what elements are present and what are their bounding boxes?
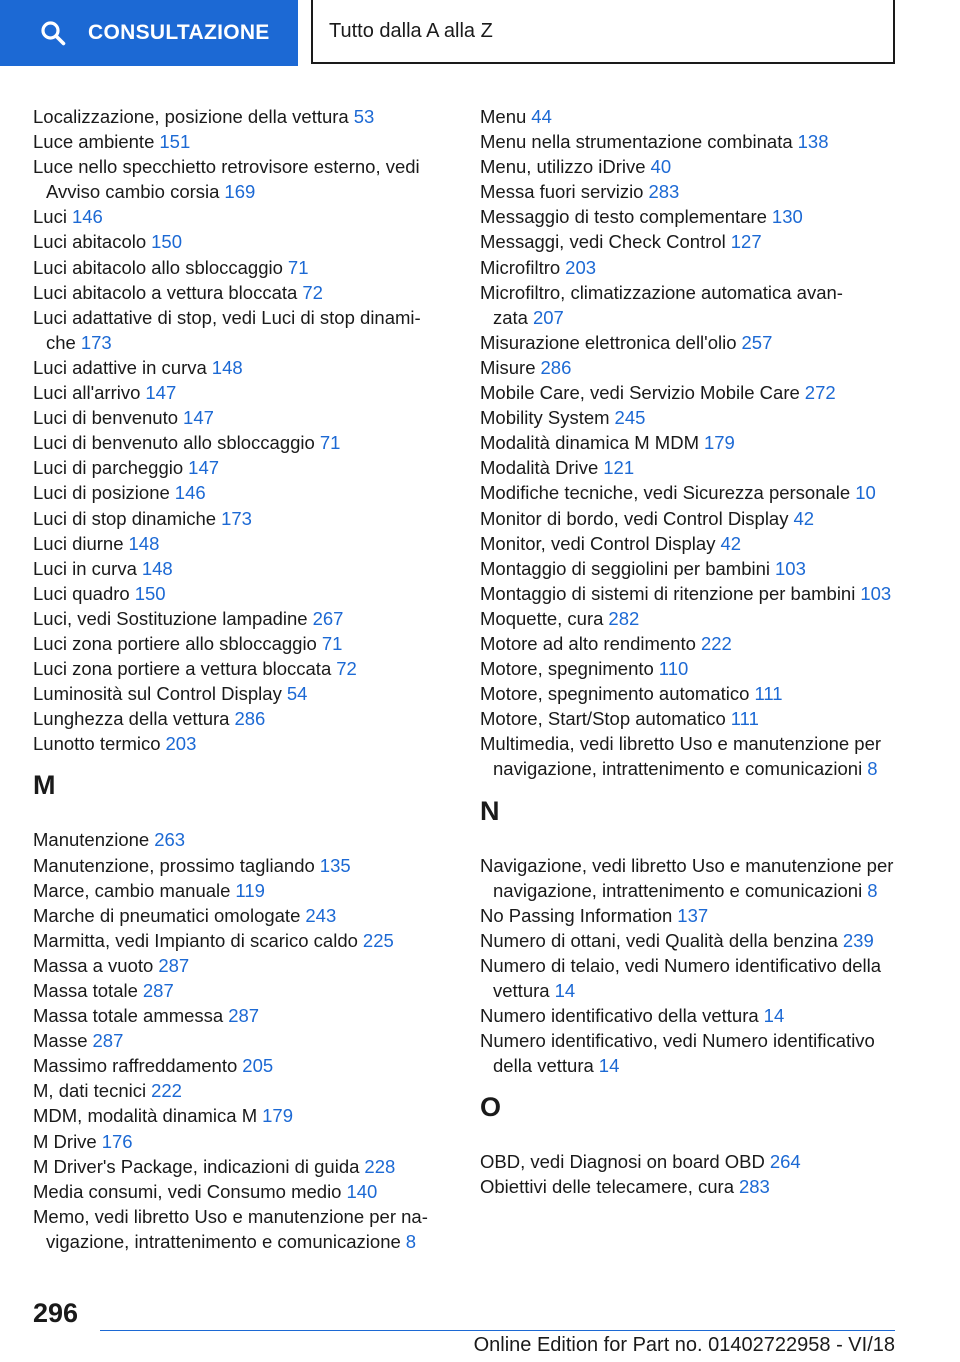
index-entry-text: Massa totale	[33, 980, 138, 1001]
page-reference-link[interactable]: 264	[769, 1151, 801, 1173]
index-entry	[33, 1053, 448, 1078]
index-entry-text: Motore ad alto rendimento	[480, 632, 696, 654]
index-entry-text: Mobile Care, vedi Servizio Mobile Care	[480, 382, 800, 404]
index-entry	[480, 1174, 900, 1199]
index-entry	[480, 531, 900, 556]
index-entry-text: Modalità dinamica M MDM	[480, 432, 699, 454]
page-reference-link[interactable]: 207	[532, 306, 564, 328]
page-reference-link[interactable]: 111	[730, 708, 759, 730]
index-entry-text: Luci di posizione	[33, 482, 170, 504]
index-entry-text: Luce nello specchietto retrovisore esterno, vedi Avviso cambio corsia	[33, 156, 420, 203]
index-entry	[480, 204, 900, 229]
page-reference-link[interactable]: 179	[262, 1105, 293, 1127]
page-reference-link[interactable]: 8	[867, 758, 878, 780]
index-entry-text: Montaggio di seggiolini per bambini	[480, 557, 771, 579]
page-reference-link[interactable]: 222	[151, 1080, 182, 1102]
page-reference-link[interactable]: 176	[101, 1130, 133, 1152]
index-entry	[480, 330, 900, 355]
page-reference-link[interactable]: 205	[242, 1055, 274, 1077]
index-entry-text: M, dati tecnici	[33, 1080, 147, 1102]
page-reference-link[interactable]: 179	[703, 432, 735, 454]
index-entry	[33, 506, 448, 531]
index-entry	[480, 179, 900, 204]
index-entry-text: Luci di stop dinamiche	[33, 507, 217, 529]
page-reference-link[interactable]: 135	[319, 854, 351, 876]
page-reference-link[interactable]: 283	[648, 181, 680, 203]
index-entry-text: Luci zona portiere allo sbloccaggio	[33, 632, 317, 654]
index-entry	[33, 1154, 448, 1179]
index-entry	[33, 305, 448, 355]
index-entry	[33, 405, 448, 430]
index-entry	[480, 1149, 900, 1174]
index-entry-text: Luminosità sul Control Display	[33, 683, 282, 705]
index-entry	[33, 255, 448, 280]
index-entry	[33, 706, 448, 731]
index-entry-text: Localizzazione, posizione della vettura	[33, 106, 349, 127]
page-reference-link[interactable]: 148	[141, 557, 173, 579]
page-reference-link[interactable]: 54	[286, 683, 308, 705]
index-entry-text: Media consumi, vedi Consumo medio	[33, 1180, 342, 1202]
page-reference-link[interactable]: 228	[364, 1155, 396, 1177]
chapter-title: Tutto dalla A alla Z	[329, 19, 493, 42]
page-reference-link[interactable]: 225	[362, 929, 394, 951]
index-entry-text: Messaggi, vedi Check Control	[480, 231, 726, 253]
page-reference-link[interactable]: 287	[92, 1030, 124, 1052]
page-reference-link[interactable]: 53	[353, 106, 375, 127]
page-reference-link[interactable]: 110	[658, 658, 689, 680]
page-reference-link[interactable]: 121	[603, 457, 635, 479]
index-entry-text: Lunghezza della vettura	[33, 708, 230, 730]
page-reference-link[interactable]: 173	[221, 507, 252, 529]
index-entry-text: Marmitta, vedi Impianto di scarico caldo	[33, 929, 358, 951]
page-reference-link[interactable]: 111	[754, 683, 783, 705]
index-entry-text: Massa a vuoto	[33, 954, 154, 976]
page-reference-link[interactable]: 263	[154, 829, 186, 851]
index-entry	[480, 681, 900, 706]
index-entry	[33, 355, 448, 380]
index-entry	[480, 455, 900, 480]
index-entry	[33, 1179, 448, 1204]
index-entry-text: Messaggio di testo complementare	[480, 206, 767, 228]
page-reference-link[interactable]: 245	[614, 407, 646, 429]
page-reference-link[interactable]: 42	[793, 507, 815, 529]
index-entry	[480, 853, 900, 903]
index-entry	[480, 229, 900, 254]
page-number: 296	[33, 1298, 79, 1328]
index-entry-text: Massa totale ammessa	[33, 1005, 224, 1027]
index-entry-text: Marce, cambio manuale	[33, 879, 231, 901]
page-reference-link[interactable]: 173	[80, 331, 112, 353]
index-entry	[33, 953, 448, 978]
page-reference-link[interactable]: 286	[234, 708, 266, 730]
page-reference-link[interactable]: 71	[321, 632, 343, 654]
page-reference-link[interactable]: 147	[188, 457, 220, 479]
index-entry	[480, 255, 900, 280]
index-entry	[33, 556, 448, 581]
index-entry-text: Obiettivi delle telecamere, cura	[480, 1176, 734, 1198]
index-letter-heading: M	[33, 770, 56, 801]
index-entry	[480, 556, 900, 581]
section-tab[interactable]	[0, 0, 298, 66]
index-entry	[480, 1003, 900, 1028]
index-entry	[480, 506, 900, 531]
page-reference-link[interactable]: 127	[730, 231, 762, 253]
index-entry	[33, 878, 448, 903]
index-entry	[33, 1204, 448, 1254]
page-reference-link[interactable]: 14	[598, 1055, 620, 1077]
index-entry-text: Luci adattive in curva	[33, 356, 207, 378]
index-entry	[33, 631, 448, 656]
page-reference-link[interactable]: 42	[720, 532, 742, 554]
page-reference-link[interactable]: 147	[145, 382, 177, 404]
page-header	[0, 0, 960, 66]
index-entry	[480, 581, 900, 606]
index-entry-text: Moquette, cura	[480, 607, 604, 629]
index-entry	[33, 455, 448, 480]
page-reference-link[interactable]: 272	[804, 382, 836, 404]
index-column-right	[480, 104, 900, 1200]
page-reference-link[interactable]: 287	[158, 954, 190, 976]
index-entry-text: No Passing Information	[480, 904, 673, 926]
page-reference-link[interactable]: 203	[165, 733, 197, 755]
index-entry	[33, 1103, 448, 1128]
page-reference-link[interactable]: 283	[738, 1176, 770, 1198]
index-entry	[480, 631, 900, 656]
page-reference-link[interactable]: 147	[183, 407, 214, 429]
index-entry-text: Misure	[480, 356, 536, 378]
index-entry	[33, 656, 448, 681]
index-entry	[480, 405, 900, 430]
index-entry-text: Microfiltro	[480, 256, 561, 278]
index-entry-text: Menu, utilizzo iDrive	[480, 156, 646, 178]
page-reference-link[interactable]: 103	[775, 557, 806, 579]
index-entry-text: Massimo raffreddamento	[33, 1055, 238, 1077]
index-entry	[33, 827, 448, 852]
index-entry-text: Motore, Start/Stop automatico	[480, 708, 726, 730]
index-entry	[33, 531, 448, 556]
index-entry	[33, 129, 448, 154]
index-entry-text: Luci di benvenuto allo sbloccaggio	[33, 432, 315, 454]
index-entry	[33, 380, 448, 405]
page-reference-link[interactable]: 239	[842, 929, 874, 951]
index-entry	[33, 1129, 448, 1154]
index-entry-text: M Drive	[33, 1130, 97, 1152]
index-entry-text: Memo, vedi libretto Uso e manutenzione per navigazione, intrattenimento e comunicazione	[33, 1205, 428, 1252]
page-reference-link[interactable]: 71	[319, 432, 341, 454]
index-entry	[480, 928, 900, 953]
index-entry-text: Luci adattative di stop, vedi Luci di stop dinamiche	[33, 306, 421, 353]
footer-divider	[100, 1330, 895, 1331]
index-entry-text: Luci, vedi Sostituzione lampadine	[33, 607, 308, 629]
page-reference-link[interactable]: 287	[228, 1005, 260, 1027]
index-entry	[33, 581, 448, 606]
page-reference-link[interactable]: 130	[771, 206, 803, 228]
index-entry-text: Monitor di bordo, vedi Control Display	[480, 507, 789, 529]
index-entry-text: Lunotto termico	[33, 733, 161, 755]
page-reference-link[interactable]: 282	[608, 607, 640, 629]
index-entry-text: Modifiche tecniche, vedi Sicurezza personale	[480, 482, 851, 504]
index-entry	[33, 731, 448, 756]
index-entry	[33, 280, 448, 305]
index-entry-text: OBD, vedi Diagnosi on board OBD	[480, 1151, 765, 1173]
page-reference-link[interactable]: 150	[134, 582, 166, 604]
index-entry-text: Luce ambiente	[33, 131, 155, 153]
page-reference-link[interactable]: 10	[855, 482, 876, 504]
index-entry-text: Mobility System	[480, 407, 610, 429]
section-label: CONSULTAZIONE	[88, 21, 270, 44]
page-reference-link[interactable]: 140	[346, 1180, 378, 1202]
index-entry-text: Modalità Drive	[480, 457, 599, 479]
index-entry-text: Luci di parcheggio	[33, 457, 184, 479]
index-entry	[33, 204, 448, 229]
index-entry-text: Montaggio di sistemi di ritenzione per bambini	[480, 582, 856, 604]
page-reference-link[interactable]: 150	[151, 231, 183, 253]
index-entry-text: Luci	[33, 206, 67, 228]
page-reference-link[interactable]: 14	[554, 980, 576, 1001]
index-entry-text: Manutenzione, prossimo tagliando	[33, 854, 315, 876]
index-entry-text: Numero identificativo della vettura	[480, 1005, 759, 1027]
page-reference-link[interactable]: 148	[128, 532, 160, 554]
index-entry	[33, 853, 448, 878]
index-entry-text: Luci di benvenuto	[33, 407, 179, 429]
index-entry	[33, 154, 448, 204]
page-reference-link[interactable]: 8	[867, 879, 878, 901]
page-reference-link[interactable]: 169	[224, 181, 256, 203]
index-entry-text: Luci abitacolo allo sbloccaggio	[33, 256, 283, 278]
index-entry-text: M Driver's Package, indicazioni di guida	[33, 1155, 360, 1177]
index-entry	[480, 903, 900, 928]
index-entry-text: Misurazione elettronica dell'olio	[480, 331, 737, 353]
index-entry	[33, 480, 448, 505]
index-entry	[480, 280, 900, 330]
index-entry-text: Numero di ottani, vedi Qualità della benzina	[480, 929, 838, 951]
index-entry	[480, 355, 900, 380]
index-entry	[33, 229, 448, 254]
index-entry-text: Motore, spegnimento automatico	[480, 683, 750, 705]
index-entry-text: Monitor, vedi Control Display	[480, 532, 716, 554]
page-reference-link[interactable]: 103	[860, 582, 892, 604]
page-reference-link[interactable]: 138	[797, 131, 829, 153]
index-entry	[33, 978, 448, 1003]
index-entry	[480, 953, 900, 1003]
page-reference-link[interactable]: 151	[159, 131, 191, 153]
page-reference-link[interactable]: 72	[336, 658, 357, 680]
page-reference-link[interactable]: 146	[71, 206, 103, 228]
index-entry-text: Luci abitacolo a vettura bloccata	[33, 281, 298, 303]
index-entry-text: Luci all'arrivo	[33, 382, 141, 404]
page-reference-link[interactable]: 203	[565, 256, 597, 278]
index-entry	[480, 731, 900, 781]
page-reference-link[interactable]: 137	[677, 904, 709, 926]
index-entry	[480, 656, 900, 681]
index-entry-text: Motore, spegnimento	[480, 658, 654, 680]
index-entry-text: Numero identificativo, vedi Numero identificativo della vettura	[480, 1030, 875, 1077]
index-entry-text: Microfiltro, climatizzazione automatica avanzata	[480, 281, 843, 328]
index-entry-text: Marche di pneumatici omologate	[33, 904, 301, 926]
index-entry-text: Masse	[33, 1030, 88, 1052]
index-entry	[480, 606, 900, 631]
index-letter-heading: N	[480, 795, 500, 826]
index-entry	[480, 154, 900, 179]
index-entry	[33, 1003, 448, 1028]
index-entry	[480, 1028, 900, 1078]
page-reference-link[interactable]: 72	[302, 281, 323, 303]
index-entry-text: Luci quadro	[33, 582, 130, 604]
index-entry	[33, 1028, 448, 1053]
index-entry	[480, 380, 900, 405]
page-reference-link[interactable]: 44	[531, 106, 552, 127]
index-entry-text: Luci abitacolo	[33, 231, 147, 253]
page-reference-link[interactable]: 148	[211, 356, 243, 378]
index-entry-text: Messa fuori servizio	[480, 181, 644, 203]
page-reference-link[interactable]: 8	[405, 1230, 417, 1252]
index-entry	[480, 129, 900, 154]
index-entry	[33, 903, 448, 928]
index-entry-text: Navigazione, vedi libretto Uso e manutenzione per navigazione, intrattenimento e comunicazioni	[480, 854, 894, 901]
page-reference-link[interactable]: 257	[741, 331, 773, 353]
page-reference-link[interactable]: 286	[540, 356, 572, 378]
index-entry-text: Menu nella strumentazione combinata	[480, 131, 793, 153]
index-entry	[480, 430, 900, 455]
index-entry-text: Menu	[480, 106, 527, 127]
index-entry	[480, 706, 900, 731]
index-column-left	[33, 104, 448, 1254]
index-entry-text: MDM, modalità dinamica M	[33, 1105, 258, 1127]
index-entry	[33, 430, 448, 455]
index-entry	[33, 928, 448, 953]
page-reference-link[interactable]: 222	[700, 632, 732, 654]
index-entry-text: Luci in curva	[33, 557, 137, 579]
page-reference-link[interactable]: 40	[650, 156, 672, 178]
index-entry-text: Multimedia, vedi libretto Uso e manutenzione per navigazione, intrattenimento e comunicazioni	[480, 733, 882, 780]
page-reference-link[interactable]: 287	[142, 980, 174, 1001]
index-entry	[33, 606, 448, 631]
index-entry	[33, 681, 448, 706]
chapter-title-box	[311, 0, 895, 64]
index-entry-text: Numero di telaio, vedi Numero identificativo della vettura	[480, 954, 882, 1001]
index-letter-heading: O	[480, 1092, 502, 1123]
page-reference-link[interactable]: 14	[763, 1005, 785, 1027]
page-reference-link[interactable]: 146	[174, 482, 206, 504]
page-reference-link[interactable]: 119	[235, 879, 265, 901]
index-entry-text: Manutenzione	[33, 829, 150, 851]
index-entry-text: Luci zona portiere a vettura bloccata	[33, 658, 332, 680]
index-entry-text: Luci diurne	[33, 532, 124, 554]
page-reference-link[interactable]: 71	[287, 256, 309, 278]
index-entry	[480, 104, 900, 129]
index-entry	[33, 104, 448, 129]
index-entry	[480, 480, 900, 505]
search-icon	[40, 20, 66, 46]
index-entry	[33, 1078, 448, 1103]
page-reference-link[interactable]: 243	[305, 904, 337, 926]
page-reference-link[interactable]: 267	[312, 607, 344, 629]
edition-note: Online Edition for Part no. 01402722958 - VI/18	[473, 1334, 895, 1356]
